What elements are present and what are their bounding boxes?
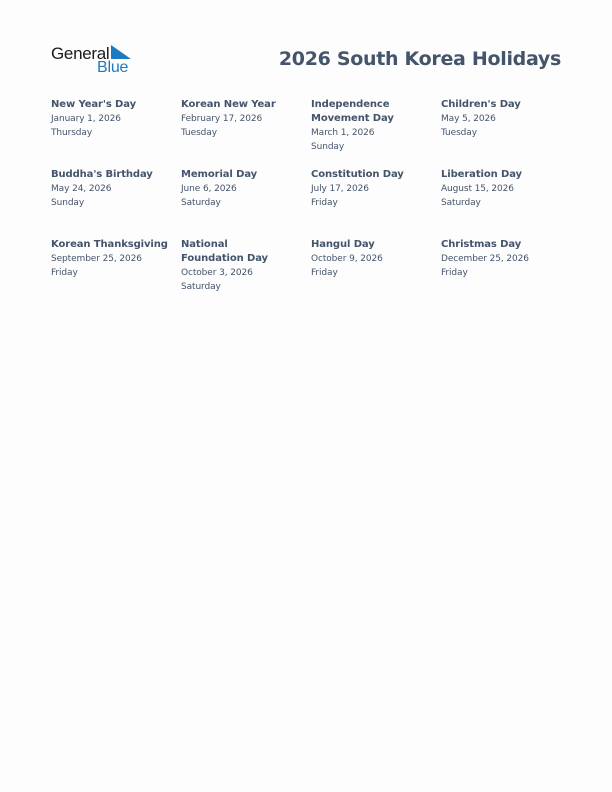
holiday-weekday: Tuesday [181,128,217,138]
holiday-item [181,238,311,308]
holiday-item [181,98,311,168]
holiday-item [51,98,181,168]
holiday-name: New Year's Day [51,99,137,110]
holiday-item [441,238,571,308]
holiday-weekday: Saturday [181,198,221,208]
holiday-item [441,168,571,238]
holiday-date: May 24, 2026 [51,184,112,194]
holiday-date: September 25, 2026 [51,254,142,264]
holiday-weekday: Thursday [51,128,93,138]
holiday-item [311,98,441,168]
holiday-name: Hangul Day [311,239,375,250]
holiday-weekday: Friday [51,268,78,278]
holiday-date: July 17, 2026 [311,184,369,194]
holiday-weekday: Sunday [311,142,345,152]
holiday-item [441,98,571,168]
holiday-date: February 17, 2026 [181,114,263,124]
holiday-name: Children's Day [441,99,521,110]
logo-word-general: General [51,44,110,63]
holiday-item [51,238,181,308]
holiday-name: National Foundation Day [181,239,268,264]
holiday-name: Constitution Day [311,169,404,180]
holiday-name: Memorial Day [181,169,258,180]
generalblue-logo [51,44,141,78]
holiday-name: Buddha's Birthday [51,169,153,180]
holiday-item [51,168,181,238]
holiday-date: December 25, 2026 [441,254,529,264]
holiday-item [311,168,441,238]
holiday-name: Korean New Year [181,99,276,110]
holiday-date: August 15, 2026 [441,184,514,194]
holiday-weekday: Friday [311,198,338,208]
holiday-date: June 6, 2026 [181,184,237,194]
holiday-row [51,168,571,238]
holiday-row [51,238,571,308]
holiday-date: May 5, 2026 [441,114,496,124]
holiday-name: Korean Thanksgiving [51,239,168,250]
holiday-weekday: Tuesday [441,128,477,138]
holiday-weekday: Saturday [181,282,221,292]
holiday-name: Liberation Day [441,169,522,180]
holiday-date: October 3, 2026 [181,268,253,278]
holiday-weekday: Friday [441,268,468,278]
holiday-name: Christmas Day [441,239,522,250]
holiday-date: January 1, 2026 [51,114,121,124]
holiday-item [311,238,441,308]
holiday-weekday: Saturday [441,198,481,208]
holiday-date: October 9, 2026 [311,254,383,264]
page-title: 2026 South Korea Holidays [278,48,561,70]
logo-word-blue: Blue [97,59,129,76]
holiday-name: Independence Movement Day [311,99,394,124]
holiday-date: March 1, 2026 [311,128,375,138]
holiday-grid [51,98,571,308]
holiday-weekday: Friday [311,268,338,278]
holiday-item [181,168,311,238]
holiday-row [51,98,571,168]
holiday-weekday: Sunday [51,198,85,208]
